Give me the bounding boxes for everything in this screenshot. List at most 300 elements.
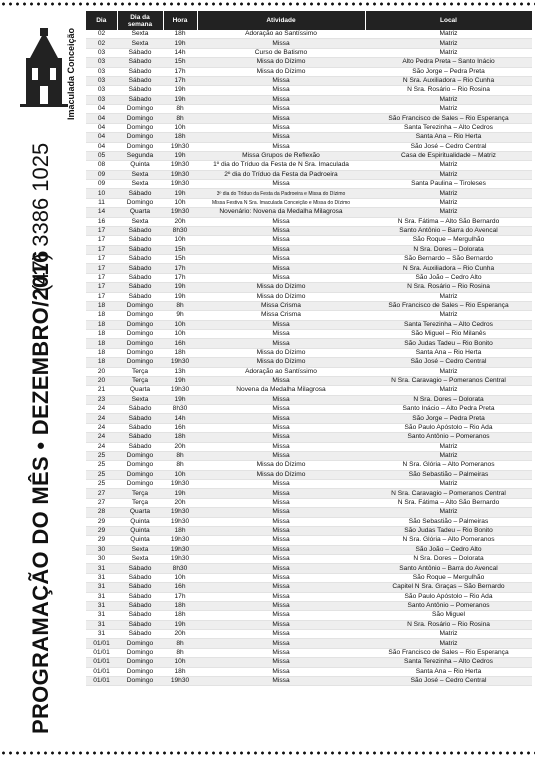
cell-time: 18h [163,348,197,357]
cell-time: 16h [163,423,197,432]
cell-activity: Missa Crisma [197,311,365,320]
logo-text: Imaculada Conceição [66,27,76,120]
cell-time: 17h [163,76,197,85]
cell-day: 25 [86,451,117,460]
cell-location: N Sra. Auxiliadora – Rio Cunha [365,264,532,273]
cell-weekday: Sábado [117,442,163,451]
table-row [86,170,532,179]
cell-activity: Missa [197,330,365,339]
cell-time: 18h [163,433,197,442]
cell-location: Capitel N Sra. Graças – São Bernardo [365,583,532,592]
cell-day: 01/01 [86,667,117,676]
cell-time: 19h [163,151,197,160]
cell-time: 15h [163,255,197,264]
cell-day: 27 [86,489,117,498]
cell-activity: Missa [197,236,365,245]
cell-day: 20 [86,376,117,385]
cell-weekday: Sexta [117,395,163,404]
cell-day: 16 [86,217,117,226]
cell-activity: Missa [197,498,365,507]
cell-weekday: Sábado [117,423,163,432]
cell-time: 18h [163,30,197,39]
cell-weekday: Sábado [117,86,163,95]
cell-time: 10h [163,123,197,132]
cell-location: São Miguel [365,611,532,620]
cell-day: 09 [86,170,117,179]
cell-day: 05 [86,151,117,160]
cell-location: São João – Cedro Alto [365,273,532,282]
table-row [86,67,532,76]
cell-weekday: Sexta [117,217,163,226]
cell-time: 10h [163,470,197,479]
cell-day: 17 [86,273,117,282]
cell-day: 01/01 [86,658,117,667]
cell-time: 20h [163,217,197,226]
cell-activity: Missa do Dízimo [197,58,365,67]
cell-location: N Sra. Glória – Alto Pomeranos [365,536,532,545]
cell-time: 17h [163,273,197,282]
cell-activity: Missa [197,573,365,582]
cell-location: São José – Cedro Central [365,676,532,685]
cell-weekday: Sábado [117,76,163,85]
cell-location: São Roque – Mergulhão [365,236,532,245]
cell-activity: Missa do Dízimo [197,67,365,76]
cell-weekday: Domingo [117,639,163,648]
table-row [86,48,532,57]
cell-weekday: Domingo [117,648,163,657]
cell-activity: Missa [197,517,365,526]
table-row [86,95,532,104]
cell-activity: 2º dia do Tríduo da Festa da Padroeira [197,170,365,179]
table-row [86,245,532,254]
cell-location: São João – Cedro Alto [365,545,532,554]
cell-day: 29 [86,536,117,545]
cell-activity: Missa [197,76,365,85]
cell-time: 8h [163,301,197,310]
cell-day: 04 [86,114,117,123]
cell-weekday: Sábado [117,414,163,423]
table-row [86,161,532,170]
cell-day: 01/01 [86,648,117,657]
cell-activity: Missa do Dízimo [197,283,365,292]
cell-day: 17 [86,264,117,273]
cell-day: 24 [86,423,117,432]
table-row [86,255,532,264]
cell-location: Casa de Espiritualidade – Matriz [365,151,532,160]
cell-time: 19h30 [163,161,197,170]
cell-time: 8h [163,451,197,460]
cell-weekday: Sábado [117,564,163,573]
cell-day: 03 [86,48,117,57]
table-row [86,526,532,535]
cell-location: N Sra. Caravagio – Pomeranos Central [365,489,532,498]
cell-day: 30 [86,555,117,564]
cell-location: Matriz [365,161,532,170]
cell-location: Matriz [365,630,532,639]
cell-weekday: Domingo [117,133,163,142]
cell-activity: Adoração ao Santíssimo [197,367,365,376]
cell-time: 19h [163,95,197,104]
cell-weekday: Sábado [117,95,163,104]
cell-activity: 3º dia do Tríduo da Festa da Padroeira e Missa do Dízimo [197,189,365,198]
cell-location: Matriz [365,198,532,207]
cell-time: 20h [163,498,197,507]
cell-day: 03 [86,58,117,67]
schedule-table [86,11,533,686]
cell-location: N Sra. Dores – Dolorata [365,555,532,564]
cell-activity: Missa [197,105,365,114]
cell-activity: Missa [197,592,365,601]
cell-day: 03 [86,67,117,76]
cell-day: 25 [86,480,117,489]
cell-time: 19h [163,620,197,629]
cell-day: 11 [86,198,117,207]
cell-weekday: Domingo [117,123,163,132]
cell-activity: Missa do Dízimo [197,461,365,470]
cell-location: N Sra. Glória – Alto Pomeranos [365,461,532,470]
cell-weekday: Sexta [117,180,163,189]
cell-time: 9h [163,311,197,320]
cell-day: 31 [86,592,117,601]
cell-activity: Adoração ao Santíssimo [197,30,365,39]
cell-weekday: Quarta [117,208,163,217]
cell-location: São Miguel – Rio Milanês [365,330,532,339]
cell-weekday: Domingo [117,676,163,685]
cell-weekday: Domingo [117,301,163,310]
cell-location: N Sra. Rosário – Rio Rosina [365,620,532,629]
table-row [86,133,532,142]
cell-weekday: Quinta [117,517,163,526]
cell-weekday: Terça [117,367,163,376]
cell-time: 8h [163,639,197,648]
cell-day: 31 [86,620,117,629]
cell-location: Matriz [365,386,532,395]
cell-time: 19h [163,189,197,198]
cell-weekday: Sábado [117,583,163,592]
cell-activity: Missa [197,658,365,667]
cell-location: Santa Terezinha – Alto Cedros [365,123,532,132]
cell-day: 17 [86,283,117,292]
cell-location: São José – Cedro Central [365,142,532,151]
cell-time: 8h [163,114,197,123]
cell-location: Matriz [365,208,532,217]
cell-day: 03 [86,95,117,104]
cell-location: Santo Antônio – Pomeranos [365,433,532,442]
cell-activity: Missa [197,480,365,489]
cell-location: Santo Antônio – Barra do Avencal [365,226,532,235]
cell-location: São Sebastião – Palmeiras [365,517,532,526]
cell-location: São Francisco de Sales – Rio Esperança [365,648,532,657]
table-row [86,395,532,404]
cell-weekday: Sábado [117,601,163,610]
table-row [86,86,532,95]
cell-activity: Missa [197,339,365,348]
table-row [86,405,532,414]
cell-activity: Missa [197,508,365,517]
cell-activity: 1º dia do Tríduo da Festa de N Sra. Imaculada [197,161,365,170]
cell-time: 8h30 [163,405,197,414]
cell-activity: Missa [197,442,365,451]
cell-activity: Missa [197,526,365,535]
table-row [86,611,532,620]
cell-day: 24 [86,405,117,414]
cell-time: 18h [163,667,197,676]
table-row [86,658,532,667]
cell-weekday: Quinta [117,536,163,545]
cell-time: 8h [163,461,197,470]
cell-day: 17 [86,236,117,245]
cell-activity: Missa do Dízimo [197,470,365,479]
table-row [86,114,532,123]
table-row [86,301,532,310]
cell-weekday: Domingo [117,451,163,460]
table-row [86,667,532,676]
cell-time: 15h [163,58,197,67]
cell-location: Santa Ana – Rio Herta [365,133,532,142]
cell-location: Matriz [365,451,532,460]
table-row [86,283,532,292]
cell-weekday: Sábado [117,292,163,301]
cell-location: Matriz [365,292,532,301]
cell-day: 30 [86,545,117,554]
table-row [86,639,532,648]
table-row [86,273,532,282]
table-row [86,189,532,198]
cell-day: 18 [86,339,117,348]
cell-weekday: Sábado [117,58,163,67]
cell-time: 19h30 [163,142,197,151]
cell-weekday: Sábado [117,67,163,76]
table-row [86,264,532,273]
cell-weekday: Sábado [117,264,163,273]
cell-location: Santa Ana – Rio Herta [365,348,532,357]
cell-weekday: Sábado [117,433,163,442]
cell-time: 10h [163,573,197,582]
cell-location: São Judas Tadeu – Rio Bonito [365,526,532,535]
table-row [86,198,532,207]
table-row [86,292,532,301]
table-row [86,58,532,67]
cell-location: Santo Inácio – Alto Pedra Preta [365,405,532,414]
cell-day: 17 [86,255,117,264]
cell-activity: Missa [197,245,365,254]
cell-location: Matriz [365,39,532,48]
table-row [86,545,532,554]
cell-activity: Missa [197,630,365,639]
cell-day: 29 [86,526,117,535]
cell-activity: Missa [197,395,365,404]
cell-weekday: Domingo [117,658,163,667]
cell-activity: Missa [197,601,365,610]
table-row [86,386,532,395]
top-dotted-border [0,1,535,7]
cell-location: Matriz [365,170,532,179]
table-row [86,180,532,189]
cell-weekday: Terça [117,489,163,498]
cell-day: 27 [86,498,117,507]
cell-time: 14h [163,48,197,57]
cell-day: 17 [86,292,117,301]
cell-time: 8h30 [163,226,197,235]
cell-location: Santa Paulina – Tiroleses [365,180,532,189]
cell-location: São Paulo Apóstolo – Rio Ada [365,423,532,432]
cell-day: 03 [86,86,117,95]
cell-activity: Missa [197,414,365,423]
cell-day: 02 [86,30,117,39]
page-title: PROGRAMAÇÃO DO MÊS • DEZEMBRO/2016 [28,250,53,734]
cell-activity: Missa [197,320,365,329]
cell-activity: Missa [197,451,365,460]
cell-activity: Missa [197,273,365,282]
cell-time: 19h30 [163,170,197,179]
cell-weekday: Domingo [117,114,163,123]
cell-time: 10h [163,658,197,667]
cell-time: 10h [163,330,197,339]
cell-time: 17h [163,592,197,601]
cell-location: Matriz [365,367,532,376]
cell-activity: Missa do Dízimo [197,358,365,367]
cell-weekday: Domingo [117,320,163,329]
cell-weekday: Domingo [117,339,163,348]
cell-location: N Sra. Caravagio – Pomeranos Central [365,376,532,385]
table-row [86,30,532,39]
cell-location: Alto Pedra Preta – Santo Inácio [365,58,532,67]
cell-day: 01/01 [86,676,117,685]
cell-location: Matriz [365,95,532,104]
cell-time: 17h [163,264,197,273]
cell-day: 04 [86,133,117,142]
cell-day: 04 [86,142,117,151]
cell-weekday: Sábado [117,236,163,245]
cell-time: 19h30 [163,545,197,554]
cell-weekday: Sexta [117,555,163,564]
cell-activity: Missa [197,217,365,226]
cell-weekday: Quinta [117,161,163,170]
cell-weekday: Domingo [117,358,163,367]
cell-activity: Missa [197,376,365,385]
cell-activity: Missa [197,667,365,676]
cell-day: 23 [86,395,117,404]
table-row [86,376,532,385]
cell-activity: Missa [197,180,365,189]
cell-time: 19h [163,489,197,498]
cell-location: Matriz [365,48,532,57]
cell-time: 19h30 [163,555,197,564]
cell-location: N Sra. Auxiliadora – Rio Cunha [365,76,532,85]
cell-location: N Sra. Fátima – Alto São Bernardo [365,498,532,507]
cell-activity: Novenário: Novena da Medalha Milagrosa [197,208,365,217]
table-row [86,555,532,564]
cell-day: 24 [86,414,117,423]
cell-location: Matriz [365,480,532,489]
cell-day: 31 [86,573,117,582]
cell-activity: Missa [197,142,365,151]
header-time: Hora [163,11,197,30]
cell-location: N Sra. Rosário – Rio Rosina [365,86,532,95]
cell-weekday: Sábado [117,573,163,582]
cell-time: 19h30 [163,386,197,395]
cell-location: Santo Antônio – Pomeranos [365,601,532,610]
cell-activity: Missa do Dízimo [197,292,365,301]
cell-time: 10h [163,320,197,329]
header-location: Local [365,11,532,30]
cell-activity: Missa [197,545,365,554]
cell-weekday: Domingo [117,461,163,470]
table-row [86,564,532,573]
table-row [86,358,532,367]
cell-day: 31 [86,564,117,573]
cell-activity: Missa [197,123,365,132]
cell-day: 24 [86,442,117,451]
header-weekday: Dia da semana [117,11,163,30]
table-row [86,442,532,451]
cell-location: São Roque – Mergulhão [365,573,532,582]
cell-time: 8h [163,648,197,657]
cell-location: Matriz [365,508,532,517]
cell-day: 18 [86,358,117,367]
cell-time: 19h30 [163,536,197,545]
table-row [86,414,532,423]
cell-time: 20h [163,442,197,451]
cell-weekday: Sábado [117,48,163,57]
cell-day: 03 [86,76,117,85]
cell-location: Santa Ana – Rio Herta [365,667,532,676]
cell-time: 19h30 [163,180,197,189]
cell-weekday: Segunda [117,151,163,160]
cell-location: São Francisco de Sales – Rio Esperança [365,114,532,123]
cell-activity: Missa do Dízimo [197,348,365,357]
cell-time: 19h30 [163,508,197,517]
cell-time: 19h30 [163,517,197,526]
cell-activity: Missa [197,133,365,142]
table-row [86,489,532,498]
cell-time: 18h [163,611,197,620]
cell-weekday: Terça [117,498,163,507]
cell-time: 19h30 [163,358,197,367]
cell-location: N Sra. Dores – Dolorata [365,395,532,404]
table-row [86,676,532,685]
cell-activity: Missa [197,114,365,123]
table-row [86,105,532,114]
table-row [86,583,532,592]
cell-day: 31 [86,583,117,592]
bottom-dotted-border [0,750,535,756]
cell-activity: Missa [197,405,365,414]
cell-weekday: Quinta [117,526,163,535]
cell-day: 18 [86,311,117,320]
cell-weekday: Sábado [117,273,163,282]
cell-activity: Missa [197,489,365,498]
cell-location: São Judas Tadeu – Rio Bonito [365,339,532,348]
table-row [86,592,532,601]
cell-activity: Missa [197,564,365,573]
cell-location: N Sra. Fátima – Alto São Bernardo [365,217,532,226]
cell-day: 25 [86,470,117,479]
cell-location: São José – Cedro Central [365,358,532,367]
cell-activity: Missa [197,536,365,545]
cell-activity: Missa Crisma [197,301,365,310]
cell-location: Santa Terezinha – Alto Cedros [365,320,532,329]
cell-weekday: Domingo [117,142,163,151]
header-activity: Atividade [197,11,365,30]
cell-location: São Francisco de Sales – Rio Esperança [365,301,532,310]
cell-activity: Novena da Medalha Milagrosa [197,386,365,395]
table-row [86,236,532,245]
cell-time: 8h30 [163,564,197,573]
cell-time: 19h [163,283,197,292]
cell-activity: Missa [197,255,365,264]
cell-time: 20h [163,630,197,639]
